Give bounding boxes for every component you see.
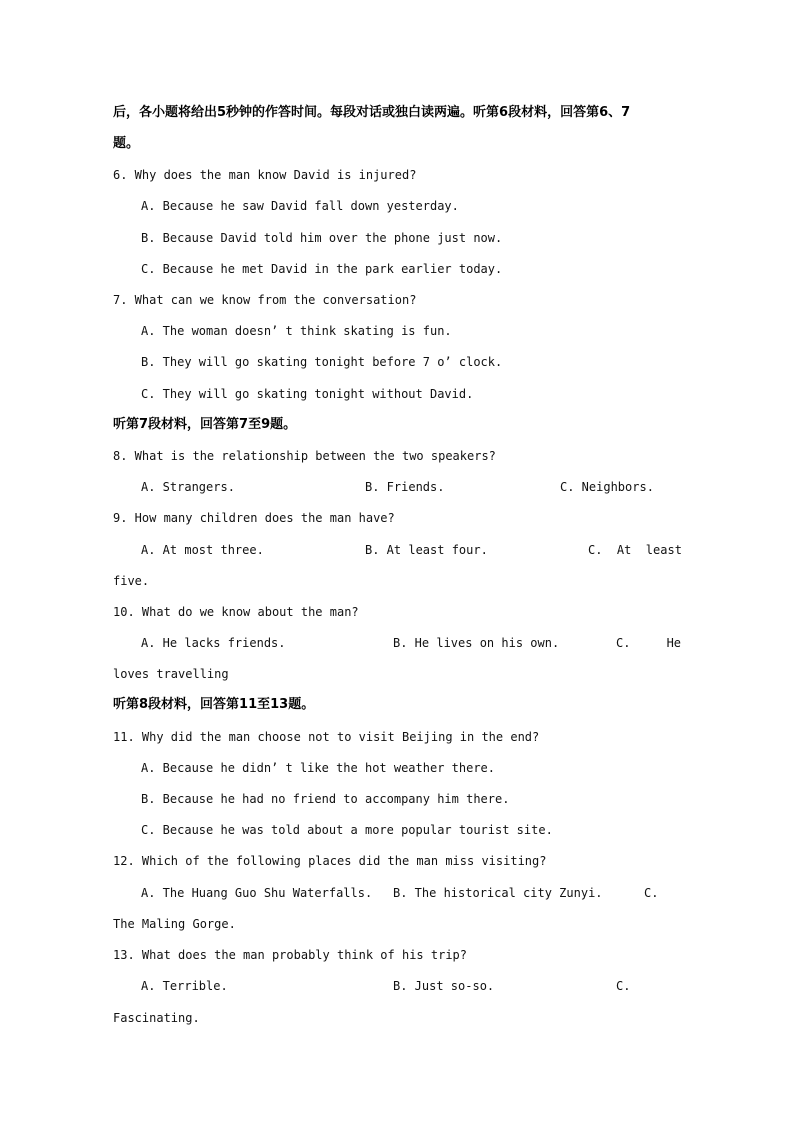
question-8-stem: 8. What is the relationship between the two speakers?	[113, 449, 496, 463]
question-9-option-b: B. At least four.	[365, 543, 488, 557]
question-13-option-c: C.	[616, 979, 631, 993]
question-9-option-a: A. At most three.	[141, 543, 264, 557]
question-10-option-c: C. He	[616, 636, 682, 650]
question-12-option-a: A. The Huang Guo Shu Waterfalls.	[141, 886, 373, 900]
question-10-stem: 10. What do we know about the man?	[113, 605, 359, 619]
question-8-option-c: C. Neighbors.	[560, 480, 654, 494]
question-12-option-c: C.	[644, 886, 659, 900]
question-7-option-a: A. The woman doesn’ t think skating is fun.	[141, 324, 452, 338]
question-11-option-b: B. Because he had no friend to accompany him there.	[141, 792, 510, 806]
question-6-option-a: A. Because he saw David fall down yesterday.	[141, 199, 459, 213]
question-7-option-c: C. They will go skating tonight without David.	[141, 387, 474, 401]
instruction-line-1: 后，各小题将给出5秒钟的作答时间。每段对话或独白读两遍。听第6段材料，回答第6、7	[113, 105, 631, 120]
question-9-stem: 9. How many children does the man have?	[113, 511, 395, 525]
question-8-option-a: A. Strangers.	[141, 480, 235, 494]
question-12-option-b: B. The historical city Zunyi.	[393, 886, 603, 900]
question-10-option-a: A. He lacks friends.	[141, 636, 286, 650]
question-10-option-c-continued: loves travelling	[113, 667, 229, 681]
question-9-option-c: C. At least	[588, 543, 682, 557]
question-6-stem: 6. Why does the man know David is injured?	[113, 168, 417, 182]
section-8-heading: 听第8段材料，回答第11至13题。	[113, 697, 315, 712]
question-13-stem: 13. What does the man probably think of his trip?	[113, 948, 468, 962]
question-7-stem: 7. What can we know from the conversation?	[113, 293, 417, 307]
question-9-option-c-continued: five.	[113, 574, 150, 588]
question-11-option-a: A. Because he didn’ t like the hot weather there.	[141, 761, 496, 775]
question-7-option-b: B. They will go skating tonight before 7 o’ clock.	[141, 355, 503, 369]
question-10-option-b: B. He lives on his own.	[393, 636, 560, 650]
question-6-option-c: C. Because he met David in the park earlier today.	[141, 262, 503, 276]
instruction-line-2: 题。	[113, 136, 140, 151]
question-13-option-c-continued: Fascinating.	[113, 1011, 200, 1025]
question-11-option-c: C. Because he was told about a more popular tourist site.	[141, 823, 553, 837]
question-13-option-b: B. Just so-so.	[393, 979, 495, 993]
section-7-heading: 听第7段材料，回答第7至9题。	[113, 417, 297, 432]
question-12-option-c-continued: The Maling Gorge.	[113, 917, 236, 931]
question-8-option-b: B. Friends.	[365, 480, 445, 494]
question-11-stem: 11. Why did the man choose not to visit Beijing in the end?	[113, 730, 540, 744]
question-12-stem: 12. Which of the following places did the man miss visiting?	[113, 854, 547, 868]
question-6-option-b: B. Because David told him over the phone just now.	[141, 231, 503, 245]
question-13-option-a: A. Terrible.	[141, 979, 228, 993]
